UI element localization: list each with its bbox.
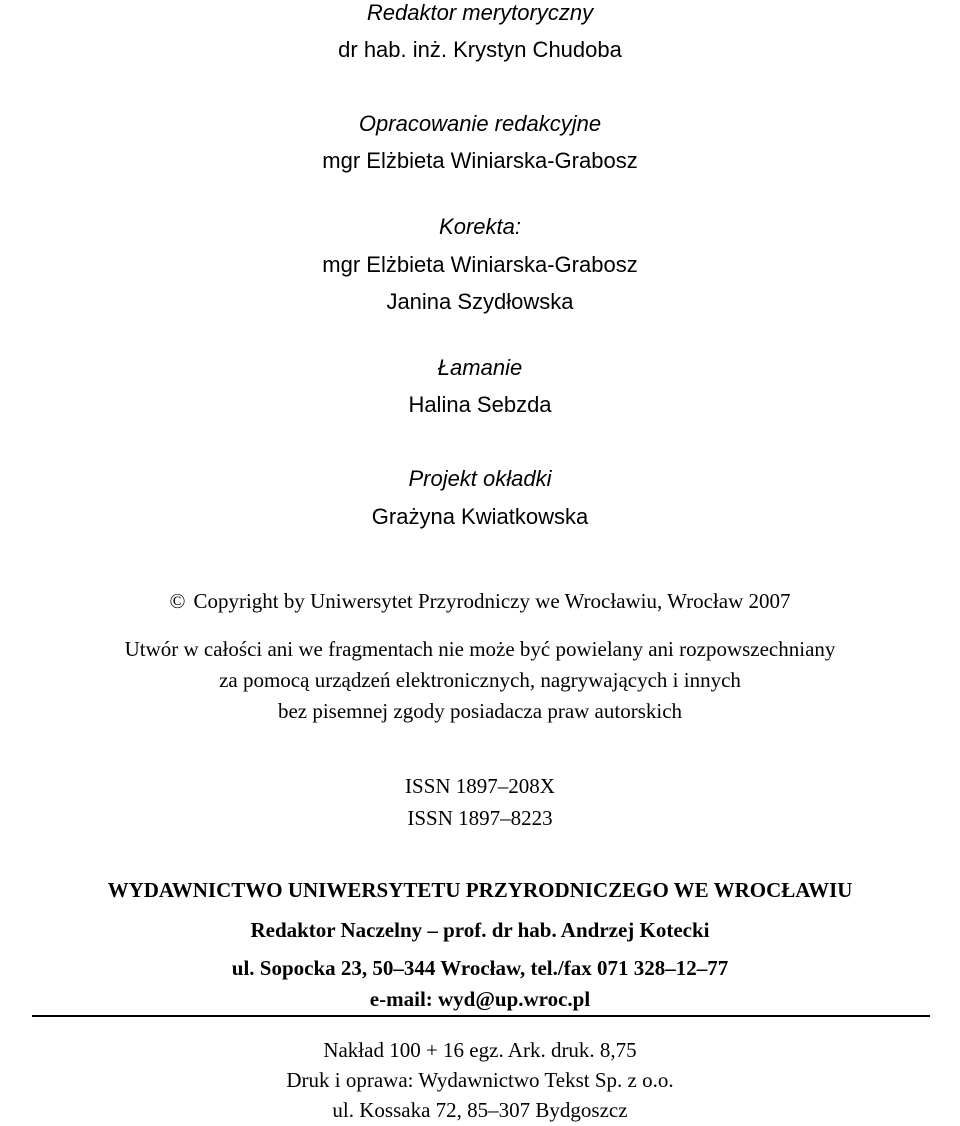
proofreading-label: Korekta: [439,214,521,239]
cover-label: Projekt okładki [408,466,552,491]
merit-editor-name: dr hab. inż. Krystyn Chudoba [338,37,622,62]
printer: Druk i oprawa: Wydawnictwo Tekst Sp. z o.o. [286,1068,674,1092]
print-run: Nakład 100 + 16 egz. Ark. druk. 8,75 [323,1038,637,1062]
rights-notice-line: Utwór w całości ani we fragmentach nie może być powielany ani rozpowszechniany [124,637,836,661]
merit-editor-label: Redaktor merytoryczny [366,0,594,25]
printer-address: ul. Kossaka 72, 85–307 Bydgoszcz [332,1098,628,1122]
editorial-name: mgr Elżbieta Winiarska-Grabosz [322,148,638,173]
issn-line: ISSN 1897–8223 [407,806,553,830]
publisher-address: ul. Sopocka 23, 50–344 Wrocław, tel./fax 071 328–12–77 [231,956,729,980]
editor-in-chief: Redaktor Naczelny – prof. dr hab. Andrzej Kotecki [250,918,710,942]
rights-notice-line: bez pisemnej zgody posiadacza praw autorskich [277,699,683,723]
rights-notice-line: za pomocą urządzeń elektronicznych, nagrywających i innych [219,668,741,692]
copyright-line [0,591,960,612]
publisher-name: WYDAWNICTWO UNIWERSYTETU PRZYRODNICZEGO WE WROCŁAWIU [107,878,853,902]
divider [32,1015,930,1017]
typesetting-label: Łamanie [437,355,523,380]
typesetting-name: Halina Sebzda [408,392,552,417]
proofreader-name: Janina Szydłowska [386,289,574,314]
copyright-text: Copyright by Uniwersytet Przyrodniczy we Wrocławiu, Wrocław 2007 [193,589,791,613]
issn-line: ISSN 1897–208X [405,774,555,798]
publisher-email: e-mail: wyd@up.wroc.pl [369,987,591,1011]
copyright-icon: © [169,589,186,613]
proofreader-name: mgr Elżbieta Winiarska-Grabosz [322,252,638,277]
editorial-label: Opracowanie redakcyjne [358,111,602,136]
cover-name: Grażyna Kwiatkowska [371,504,589,529]
